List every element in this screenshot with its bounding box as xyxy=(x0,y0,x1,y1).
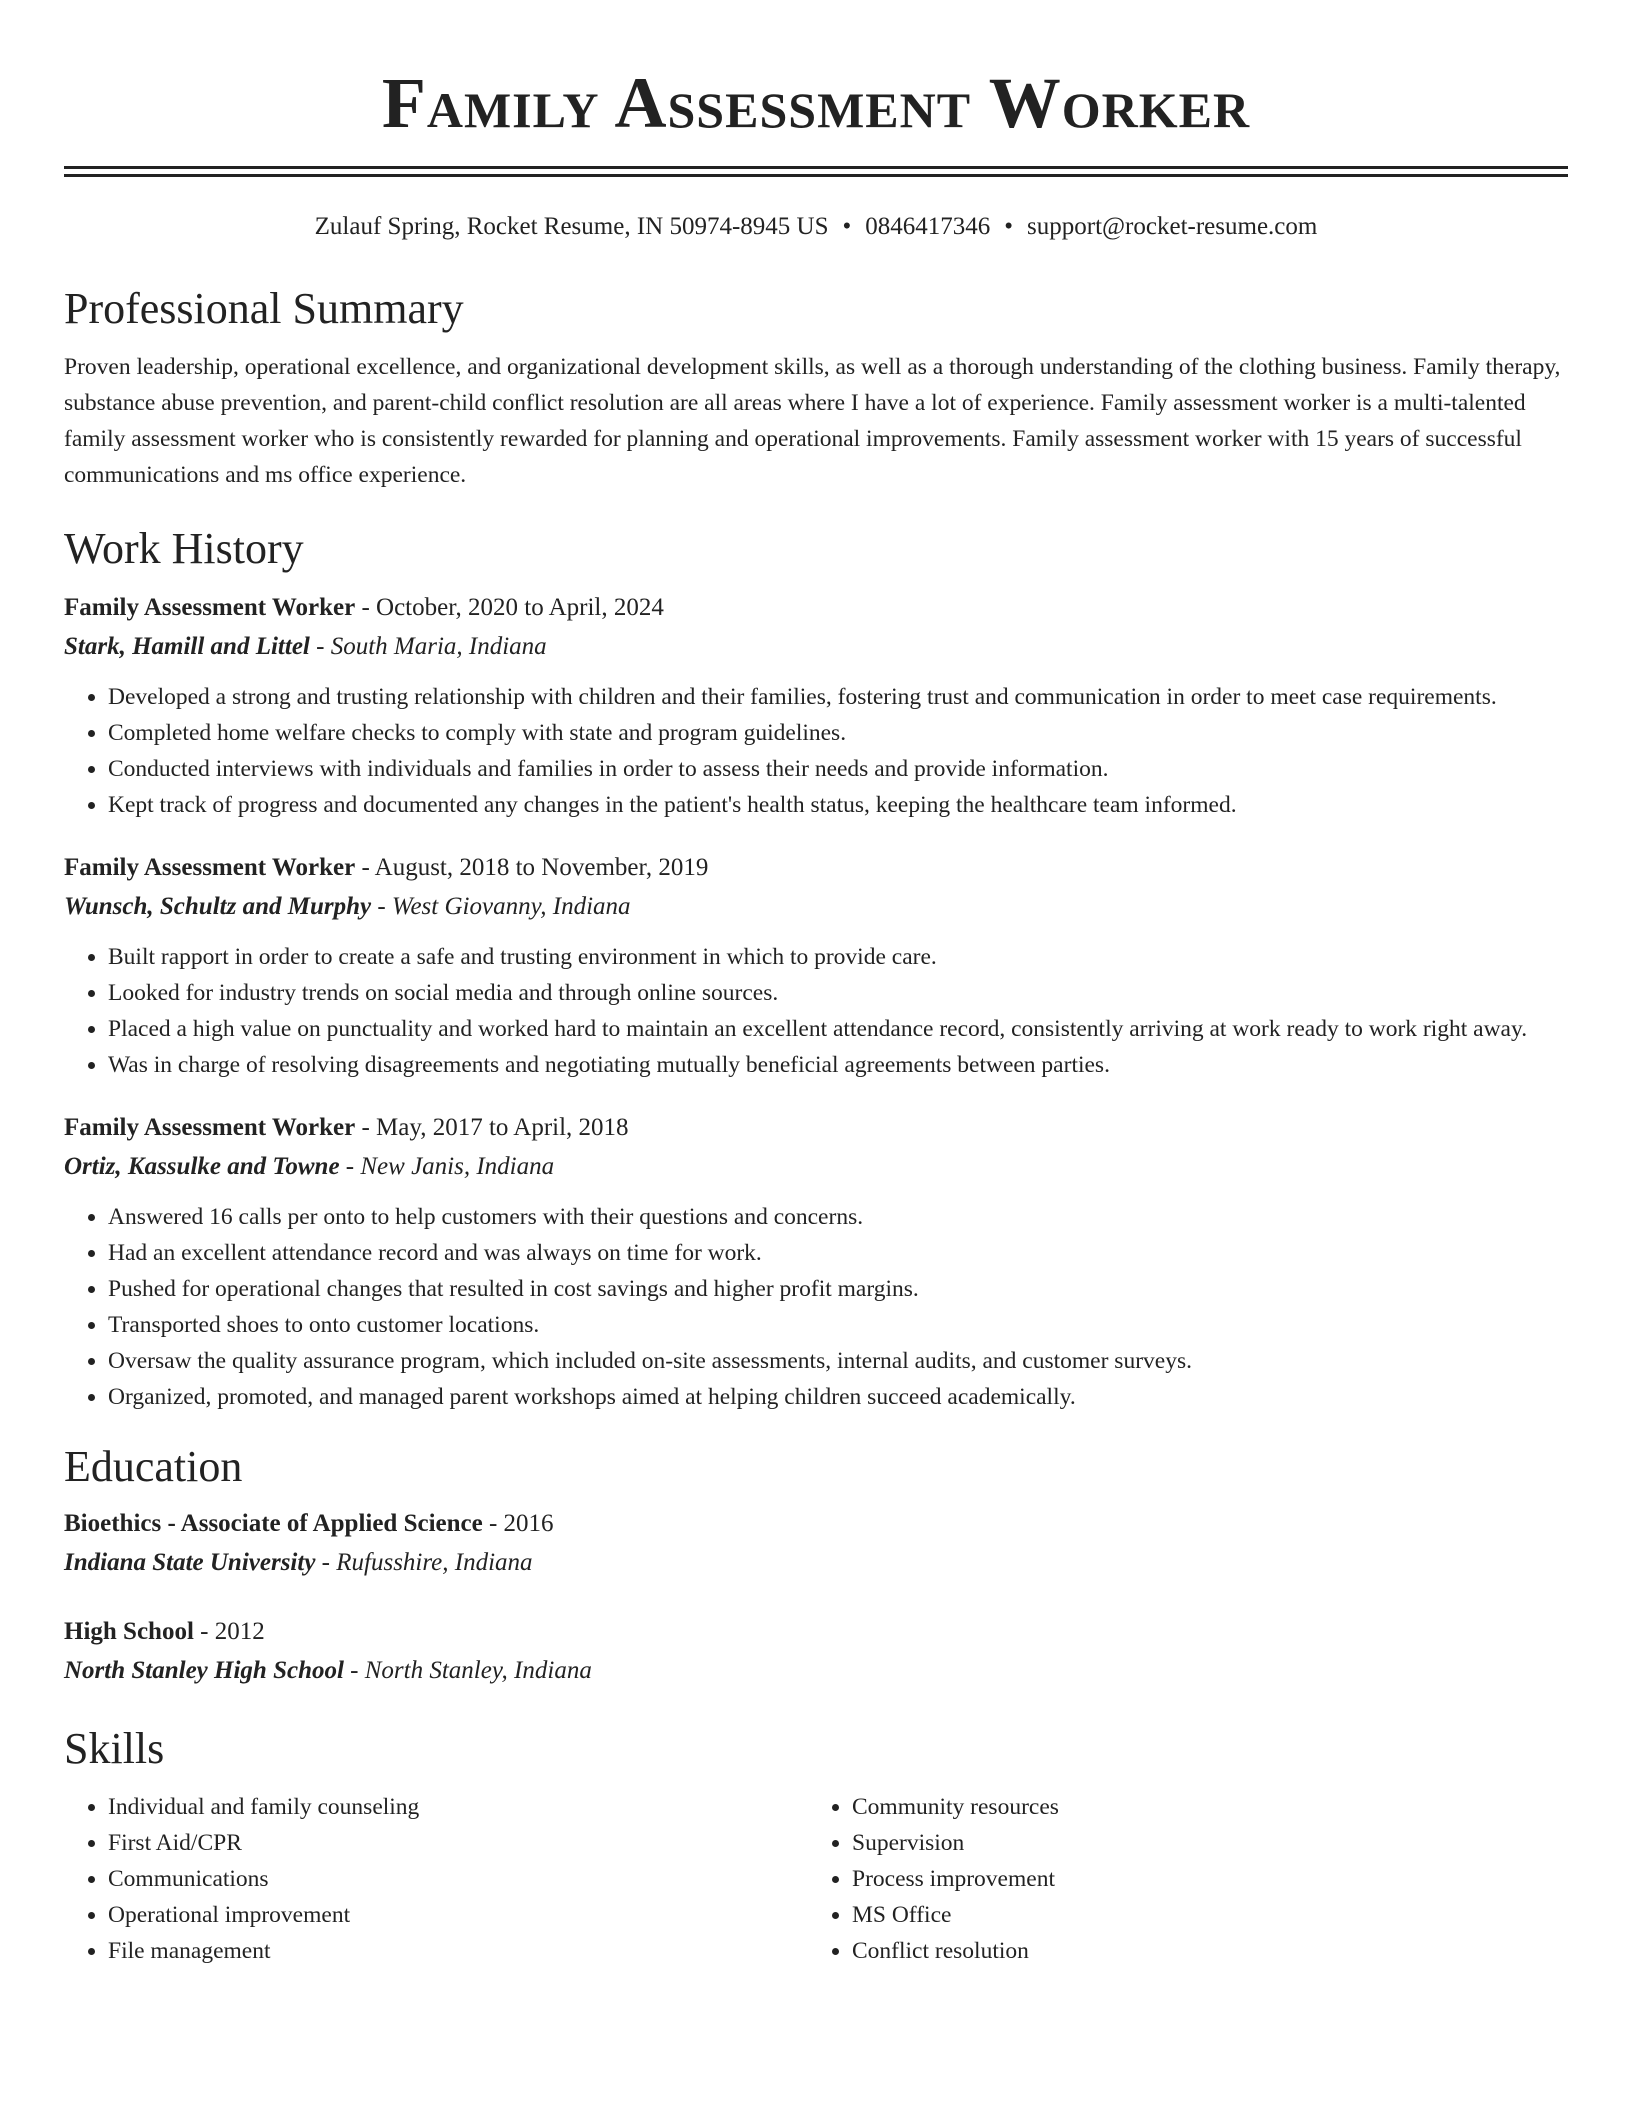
degree-year: - 2012 xyxy=(193,1618,265,1645)
job-title-line xyxy=(64,589,1568,627)
education-heading: Education xyxy=(64,1442,243,1491)
job-entry xyxy=(64,849,1568,1083)
skill-item: • Operational improvement xyxy=(108,1897,808,1933)
job-bullet: • Completed home welfare checks to comply with state and program guidelines. xyxy=(108,715,1568,751)
job-bullet: • Pushed for operational changes that resulted in cost savings and higher profit margins. xyxy=(108,1271,1568,1307)
contact-separator: • xyxy=(1004,213,1014,240)
job-title-line xyxy=(64,849,1568,887)
skills-grid xyxy=(64,1789,1568,1969)
title-double-rule xyxy=(64,166,1568,177)
skill-item: • Individual and family counseling xyxy=(108,1789,808,1825)
school-location: - North Stanley, Indiana xyxy=(343,1657,592,1684)
job-entry xyxy=(64,589,1568,823)
job-bullet: • Developed a strong and trusting relationship with children and their families, fostering trust and communication in order to meet case requirements. xyxy=(108,679,1568,715)
work-history-heading: Work History xyxy=(64,524,304,573)
school-line xyxy=(64,1651,1568,1691)
skill-item: • Process improvement xyxy=(852,1861,1552,1897)
job-bullets xyxy=(64,679,1568,823)
job-bullet: • Answered 16 calls per onto to help customers with their questions and concerns. xyxy=(108,1199,1568,1235)
degree-name: High School xyxy=(64,1618,194,1645)
skill-item: • Supervision xyxy=(852,1825,1552,1861)
job-bullet: • Built rapport in order to create a safe and trusting environment in which to provide care. xyxy=(108,939,1568,975)
job-dates: - October, 2020 to April, 2024 xyxy=(355,594,664,621)
skill-item: • Conflict resolution xyxy=(852,1933,1552,1969)
skill-item: • Community resources xyxy=(852,1789,1552,1825)
job-bullet: • Oversaw the quality assurance program, which included on-site assessments, internal audits, and customer surveys. xyxy=(108,1343,1568,1379)
skills-column-left xyxy=(64,1789,808,1969)
company-location: - West Giovanny, Indiana xyxy=(371,893,631,920)
education-list xyxy=(64,1505,1568,1691)
skills-column-right xyxy=(808,1789,1552,1969)
school-location: - Rufusshire, Indiana xyxy=(315,1549,533,1576)
job-bullets xyxy=(64,1199,1568,1415)
contact-separator: • xyxy=(842,213,852,240)
work-history-list xyxy=(64,589,1568,1415)
degree-line xyxy=(64,1505,1568,1543)
school-name: North Stanley High School xyxy=(64,1657,344,1684)
company-line xyxy=(64,627,1568,667)
contact-phone: 0846417346 xyxy=(865,213,991,240)
company-location: - New Janis, Indiana xyxy=(339,1153,555,1180)
degree-year: - 2016 xyxy=(482,1510,554,1537)
job-dates: - May, 2017 to April, 2018 xyxy=(355,1114,629,1141)
job-title: Family Assessment Worker xyxy=(64,594,356,621)
job-bullet: • Conducted interviews with individuals and families in order to assess their needs and provide information. xyxy=(108,751,1568,787)
job-title: Family Assessment Worker xyxy=(64,1114,356,1141)
company-name: Ortiz, Kassulke and Towne xyxy=(64,1153,340,1180)
job-bullet: • Looked for industry trends on social media and through online sources. xyxy=(108,975,1568,1011)
school-line xyxy=(64,1543,1568,1583)
skill-item: • File management xyxy=(108,1933,808,1969)
skills-heading: Skills xyxy=(64,1724,165,1773)
skill-item: • MS Office xyxy=(852,1897,1552,1933)
company-line xyxy=(64,1147,1568,1187)
contact-line xyxy=(64,211,1568,243)
job-title: Family Assessment Worker xyxy=(64,854,356,881)
resume-title: Family Assessment Worker xyxy=(381,63,1251,143)
contact-address: Zulauf Spring, Rocket Resume, IN 50974-8945 US xyxy=(314,213,829,240)
company-name: Stark, Hamill and Littel xyxy=(64,633,310,660)
job-dates: - August, 2018 to November, 2019 xyxy=(355,854,709,881)
job-bullet: • Organized, promoted, and managed parent workshops aimed at helping children succeed academically. xyxy=(108,1379,1568,1415)
skill-item: • First Aid/CPR xyxy=(108,1825,808,1861)
job-bullet: • Kept track of progress and documented any changes in the patient's health status, keeping the healthcare team informed. xyxy=(108,787,1568,823)
skill-item: • Communications xyxy=(108,1861,808,1897)
company-location: - South Maria, Indiana xyxy=(309,633,547,660)
company-line xyxy=(64,887,1568,927)
summary-text: Proven leadership, operational excellence, and organizational development skills, as well as a thorough understanding of the clothing business. Family therapy, substance abuse prevention, and parent-child conflict resolution are all areas where I have a lot of experience. Family assessment worker is a multi-talented family assessment worker who is consistently rewarded for planning and operational improvements. Family assessment worker with 15 years of successful communications and ms office experience. xyxy=(64,354,1561,488)
job-bullet: • Transported shoes to onto customer locations. xyxy=(108,1307,1568,1343)
education-entry xyxy=(64,1613,1568,1691)
company-name: Wunsch, Schultz and Murphy xyxy=(64,893,372,920)
job-bullet: • Placed a high value on punctuality and worked hard to maintain an excellent attendance record, consistently arriving at work ready to work right away. xyxy=(108,1011,1568,1047)
contact-email: support@rocket-resume.com xyxy=(1027,213,1318,240)
education-entry xyxy=(64,1505,1568,1583)
job-entry xyxy=(64,1109,1568,1415)
job-bullet: • Was in charge of resolving disagreements and negotiating mutually beneficial agreements between parties. xyxy=(108,1047,1568,1083)
degree-name: Bioethics - Associate of Applied Science xyxy=(64,1510,483,1537)
job-bullets xyxy=(64,939,1568,1083)
school-name: Indiana State University xyxy=(64,1549,316,1576)
degree-line xyxy=(64,1613,1568,1651)
summary-heading: Professional Summary xyxy=(64,284,464,333)
job-title-line xyxy=(64,1109,1568,1147)
job-bullet: • Had an excellent attendance record and was always on time for work. xyxy=(108,1235,1568,1271)
